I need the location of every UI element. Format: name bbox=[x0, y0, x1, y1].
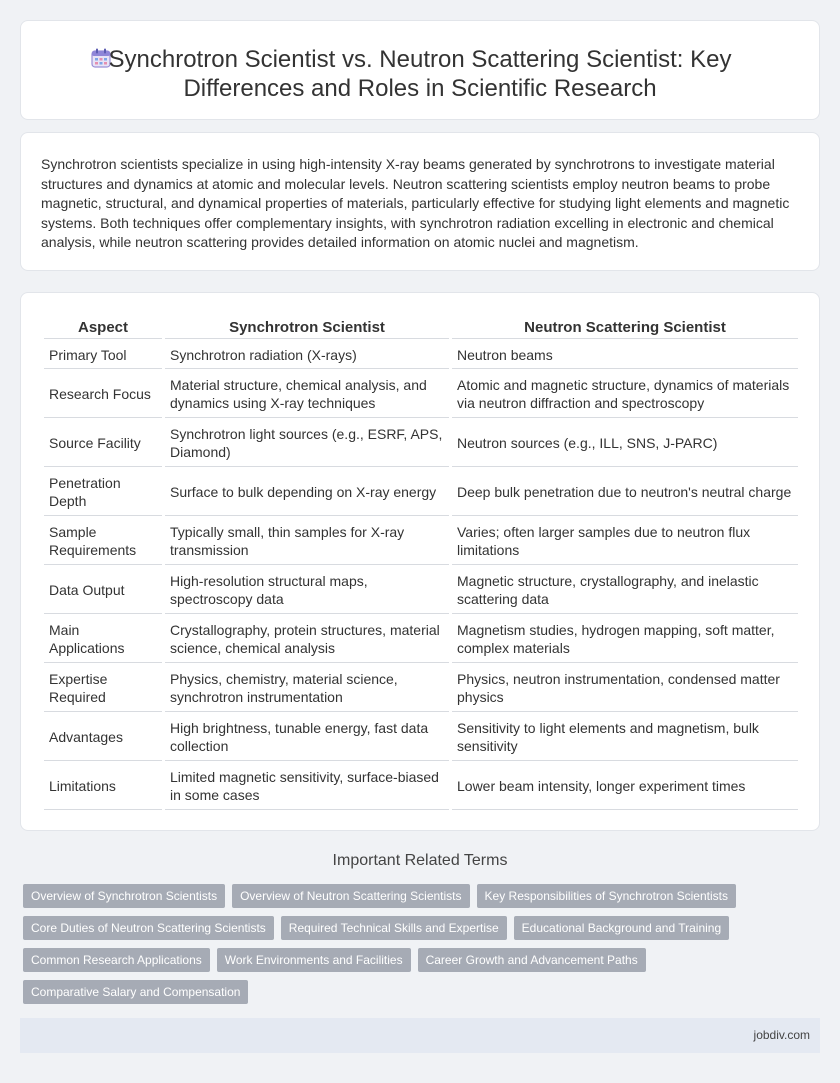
table-row bbox=[44, 420, 798, 467]
related-term-tag[interactable]: Career Growth and Advancement Paths bbox=[418, 948, 646, 972]
cell-synchrotron: Material structure, chemical analysis, and dynamics using X-ray techniques bbox=[165, 371, 449, 418]
comparison-card bbox=[20, 292, 820, 831]
cell-neutron: Neutron sources (e.g., ILL, SNS, J-PARC) bbox=[452, 420, 798, 467]
cell-aspect: Source Facility bbox=[44, 420, 162, 467]
cell-neutron: Lower beam intensity, longer experiment times bbox=[452, 763, 798, 810]
comparison-table bbox=[41, 313, 801, 812]
related-term-tag[interactable]: Comparative Salary and Compensation bbox=[23, 980, 248, 1004]
cell-aspect: Sample Requirements bbox=[44, 518, 162, 565]
cell-neutron: Magnetic structure, crystallography, and inelastic scattering data bbox=[452, 567, 798, 614]
summary-card bbox=[20, 132, 820, 271]
related-term-tag[interactable]: Overview of Neutron Scattering Scientists bbox=[232, 884, 469, 908]
cell-neutron: Varies; often larger samples due to neutron flux limitations bbox=[452, 518, 798, 565]
related-term-tag[interactable]: Educational Background and Training bbox=[514, 916, 729, 940]
cell-synchrotron: Crystallography, protein structures, material science, chemical analysis bbox=[165, 616, 449, 663]
table-row bbox=[44, 665, 798, 712]
summary-paragraph: Synchrotron scientists specialize in using high-intensity X-ray beams generated by synchrotrons to investigate material structures and dynamics at atomic and molecular levels. Neutron scattering scientists employ neutron beams to probe magnetic, structural, and dynamical properties of materials, particularly effective for studying light elements and magnetic systems. Both techniques offer complementary insights, with synchrotron radiation excelling in electronic and chemical analysis, while neutron scattering provides detailed information on atomic nuclei and magnetism. bbox=[41, 156, 790, 250]
table-row bbox=[44, 371, 798, 418]
cell-aspect: Data Output bbox=[44, 567, 162, 614]
cell-synchrotron: High-resolution structural maps, spectroscopy data bbox=[165, 567, 449, 614]
cell-aspect: Advantages bbox=[44, 714, 162, 761]
table-row bbox=[44, 763, 798, 810]
related-terms-list bbox=[23, 884, 763, 1004]
header-synchrotron: Synchrotron Scientist bbox=[165, 315, 449, 339]
cell-synchrotron: Synchrotron light sources (e.g., ESRF, APS, Diamond) bbox=[165, 420, 449, 467]
page-title: Synchrotron Scientist vs. Neutron Scattering Scientist: Key Differences and Roles in Scientific Research bbox=[108, 46, 732, 102]
cell-aspect: Main Applications bbox=[44, 616, 162, 663]
cell-aspect: Expertise Required bbox=[44, 665, 162, 712]
related-term-tag[interactable]: Work Environments and Facilities bbox=[217, 948, 411, 972]
cell-neutron: Sensitivity to light elements and magnetism, bulk sensitivity bbox=[452, 714, 798, 761]
related-term-tag[interactable]: Key Responsibilities of Synchrotron Scientists bbox=[477, 884, 736, 908]
related-term-tag[interactable]: Required Technical Skills and Expertise bbox=[281, 916, 507, 940]
related-term-tag[interactable]: Common Research Applications bbox=[23, 948, 210, 972]
related-term-tag[interactable]: Core Duties of Neutron Scattering Scientists bbox=[23, 916, 274, 940]
cell-synchrotron: High brightness, tunable energy, fast data collection bbox=[165, 714, 449, 761]
cell-synchrotron: Surface to bulk depending on X-ray energy bbox=[165, 469, 449, 516]
footer-site: jobdiv.com bbox=[753, 1028, 810, 1042]
related-terms-title: Important Related Terms bbox=[332, 852, 508, 869]
cell-neutron: Physics, neutron instrumentation, condensed matter physics bbox=[452, 665, 798, 712]
cell-synchrotron: Typically small, thin samples for X-ray transmission bbox=[165, 518, 449, 565]
table-row bbox=[44, 341, 798, 369]
table-row bbox=[44, 616, 798, 663]
cell-neutron: Atomic and magnetic structure, dynamics of materials via neutron diffraction and spectroscopy bbox=[452, 371, 798, 418]
table-row bbox=[44, 714, 798, 761]
cell-aspect: Research Focus bbox=[44, 371, 162, 418]
cell-neutron: Neutron beams bbox=[452, 341, 798, 369]
header-neutron: Neutron Scattering Scientist bbox=[452, 315, 798, 339]
cell-synchrotron: Synchrotron radiation (X-rays) bbox=[165, 341, 449, 369]
header-aspect: Aspect bbox=[44, 315, 162, 339]
title-card bbox=[20, 20, 820, 120]
cell-synchrotron: Limited magnetic sensitivity, surface-biased in some cases bbox=[165, 763, 449, 810]
cell-aspect: Primary Tool bbox=[44, 341, 162, 369]
table-row bbox=[44, 518, 798, 565]
table-row bbox=[44, 567, 798, 614]
cell-aspect: Penetration Depth bbox=[44, 469, 162, 516]
cell-neutron: Deep bulk penetration due to neutron's neutral charge bbox=[452, 469, 798, 516]
table-row bbox=[44, 469, 798, 516]
cell-neutron: Magnetism studies, hydrogen mapping, soft matter, complex materials bbox=[452, 616, 798, 663]
cell-aspect: Limitations bbox=[44, 763, 162, 810]
table-header-row bbox=[44, 315, 798, 339]
cell-synchrotron: Physics, chemistry, material science, synchrotron instrumentation bbox=[165, 665, 449, 712]
footer bbox=[20, 1018, 820, 1053]
related-term-tag[interactable]: Overview of Synchrotron Scientists bbox=[23, 884, 225, 908]
